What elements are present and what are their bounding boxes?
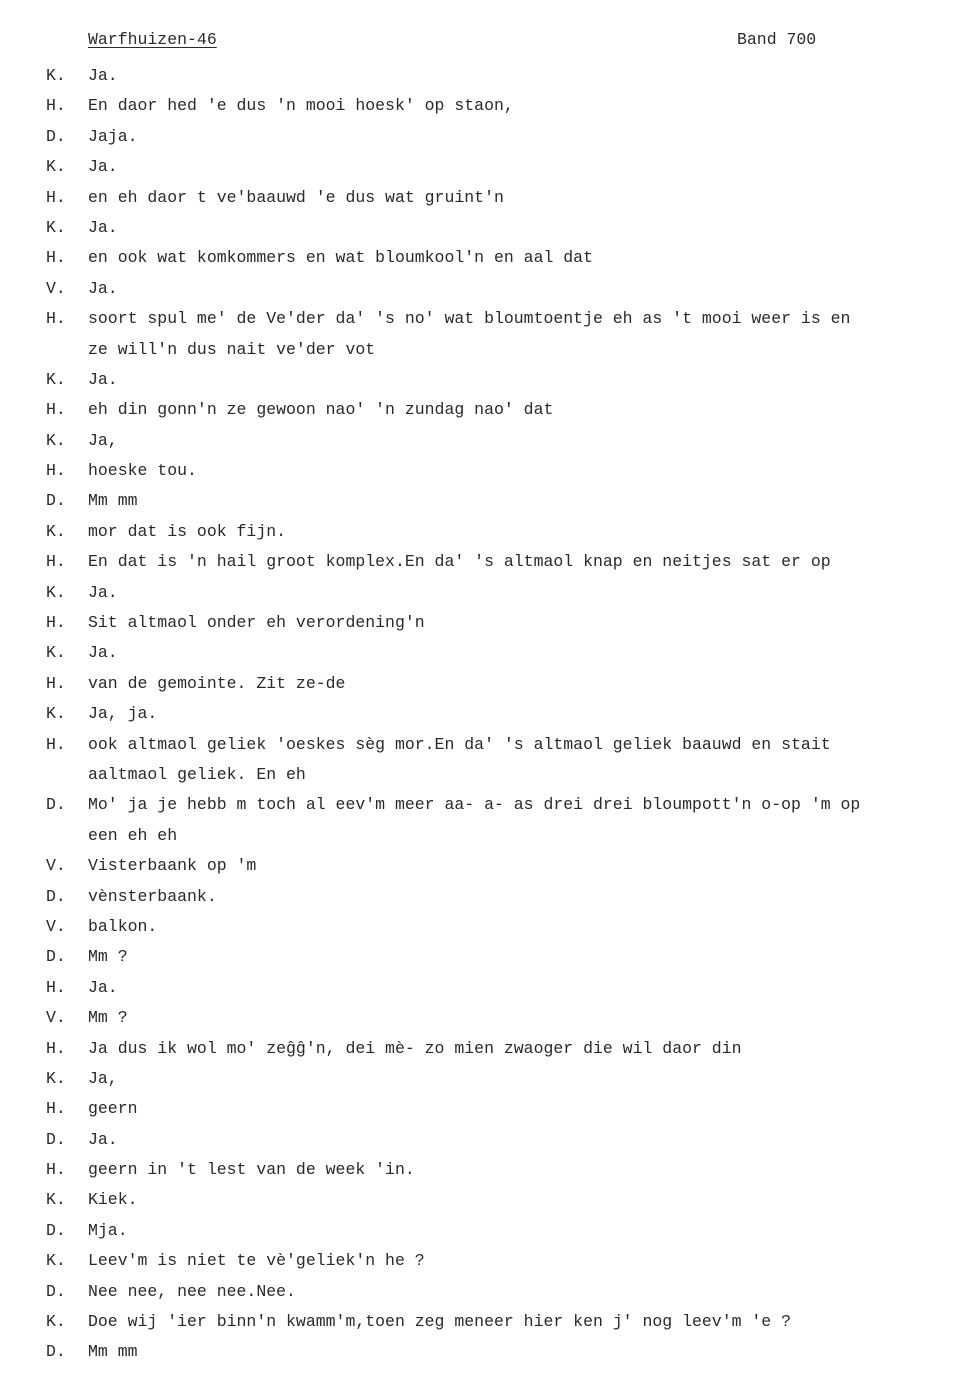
transcript-line [0,1064,973,1094]
transcript-line [0,790,973,820]
utterance-text: Mo' ja je hebb m toch al eev'm meer aa- a- as drei drei bloumpott'n o-op 'm op [88,795,861,815]
speaker-label: K. [46,704,66,724]
utterance-text: geern in 't lest van de week 'in. [88,1160,415,1180]
speaker-label: V. [46,278,66,298]
utterance-text: Mm mm [88,1342,138,1362]
transcript-line [0,1094,973,1124]
utterance-text: Ja, [88,430,118,450]
speaker-label: H. [46,1160,66,1180]
utterance-text: vènsterbaank. [88,886,217,906]
transcript-line [0,1155,973,1185]
transcript-line [0,821,973,851]
speaker-label: K. [46,582,66,602]
transcript-line [0,486,973,516]
transcript-line [0,669,973,699]
speaker-label: H. [46,96,66,116]
speaker-label: H. [46,1099,66,1119]
speaker-label: H. [46,1038,66,1058]
utterance-text: Ja. [88,278,118,298]
transcript-line [0,1185,973,1215]
utterance-text: En dat is 'n hail groot komplex.En da' 's altmaol knap en neitjes sat er op [88,552,831,572]
speaker-label: K. [46,369,66,389]
speaker-label: D. [46,886,66,906]
utterance-text: Ja, [88,1068,118,1088]
speaker-label: K. [46,1251,66,1271]
speaker-label [0,821,88,851]
utterance-text: En daor hed 'e dus 'n mooi hoesk' op staon, [88,96,514,116]
speaker-label: K. [46,1312,66,1332]
transcript-line [0,456,973,486]
utterance-text: mor dat is ook fijn. [88,521,287,541]
transcript-line [0,365,973,395]
transcript-line [0,1216,973,1246]
transcript-line [0,578,973,608]
transcript-line [0,851,973,881]
utterance-text: aaltmaol geliek. En eh [88,764,306,784]
transcript-line [0,547,973,577]
utterance-text: Ja dus ik wol mo' zeĝĝ'n, dei mè- zo mien zwaoger die wil daor din [88,1038,742,1058]
transcript-line [0,882,973,912]
speaker-label: D. [46,491,66,511]
utterance-text: Ja. [88,643,118,663]
transcript-line [0,395,973,425]
speaker-label: H. [46,552,66,572]
speaker-label: D. [46,126,66,146]
utterance-text: Mm ? [88,947,128,967]
speaker-label: K. [46,521,66,541]
utterance-text: Mm mm [88,491,138,511]
speaker-label: K. [46,1068,66,1088]
utterance-text: Ja, ja. [88,704,158,724]
speaker-label: D. [46,1342,66,1362]
speaker-label: H. [46,309,66,329]
utterance-text: Mm ? [88,1008,128,1028]
transcript-line [0,760,973,790]
speaker-label: H. [46,977,66,997]
utterance-text: Kiek. [88,1190,138,1210]
utterance-text: ook altmaol geliek 'oeskes sèg mor.En da' 's altmaol geliek baauwd en stait [88,734,831,754]
transcript-line [0,912,973,942]
transcript-line [0,122,973,152]
speaker-label: H. [46,461,66,481]
transcript-line [0,517,973,547]
speaker-label: V. [46,1008,66,1028]
transcript-line [0,183,973,213]
utterance-text: Ja. [88,66,118,85]
speaker-label: D. [46,947,66,967]
transcript-line [0,213,973,243]
transcript-lines [0,61,973,1368]
speaker-label: D. [46,1129,66,1149]
speaker-label: D. [46,1281,66,1301]
transcript-line [0,1125,973,1155]
utterance-text: Ja. [88,217,118,237]
transcript-line [0,1246,973,1276]
utterance-text: Nee nee, nee nee.Nee. [88,1281,296,1301]
speaker-label [0,335,88,365]
transcript-line [0,973,973,1003]
speaker-label: K. [46,66,66,85]
transcript-line [0,1034,973,1064]
speaker-label: H. [46,400,66,420]
band-number: Band 700 [737,30,817,49]
speaker-label: D. [46,1220,66,1240]
transcript-line [0,1003,973,1033]
transcript-line [0,942,973,972]
speaker-label: H. [46,187,66,207]
speaker-label: K. [46,643,66,663]
speaker-label: H. [46,734,66,754]
speaker-label: K. [46,1190,66,1210]
transcript-line [0,91,973,121]
utterance-text: Leev'm is niet te vè'geliek'n he ? [88,1251,425,1271]
utterance-text: Mja. [88,1220,128,1240]
speaker-label: H. [46,613,66,633]
utterance-text: Visterbaank op 'm [88,856,257,876]
utterance-text: Ja. [88,977,118,997]
utterance-text: soort spul me' de Ve'der da' 's no' wat bloumtoentje eh as 't mooi weer is en [88,309,851,329]
utterance-text: Ja. [88,157,118,177]
speaker-label: H. [46,673,66,693]
speaker-label: V. [46,856,66,876]
utterance-text: van de gemointe. Zit ze-de [88,673,346,693]
transcript-line [0,699,973,729]
transcript-line [0,608,973,638]
transcript-line [0,730,973,760]
utterance-text: Ja. [88,369,118,389]
utterance-text: Ja. [88,582,118,602]
transcript-line [0,1277,973,1307]
transcript-line [0,335,973,365]
transcript-line [0,1337,973,1367]
utterance-text: Ja. [88,1129,118,1149]
utterance-text: en ook wat komkommers en wat bloumkool'n en aal dat [88,248,593,268]
utterance-text: ze will'n dus nait ve'der vot [88,339,376,359]
speaker-label: K. [46,217,66,237]
transcript-line [0,61,973,91]
transcript-line [0,243,973,273]
transcript-line [0,274,973,304]
speaker-label: K. [46,157,66,177]
speaker-label: D. [46,795,66,815]
transcript-line [0,426,973,456]
utterance-text: een eh eh [88,825,178,845]
utterance-text: eh din gonn'n ze gewoon nao' 'n zundag nao' dat [88,400,554,420]
speaker-label: V. [46,916,66,936]
document-title: Warfhuizen-46 [88,30,217,49]
transcript-line [0,1307,973,1337]
speaker-label: K. [46,430,66,450]
utterance-text: geern [88,1099,138,1119]
transcript-line [0,304,973,334]
utterance-text: balkon. [88,916,158,936]
transcript-line [0,152,973,182]
speaker-label [0,760,88,790]
utterance-text: en eh daor t ve'baauwd 'e dus wat gruint'n [88,187,504,207]
utterance-text: Sit altmaol onder eh verordening'n [88,613,425,633]
utterance-text: Doe wij 'ier binn'n kwamm'm,toen zeg meneer hier ken j' nog leev'm 'e ? [88,1312,792,1332]
utterance-text: Jaja. [88,126,138,146]
speaker-label: H. [46,248,66,268]
utterance-text: hoeske tou. [88,461,197,481]
transcript-line [0,638,973,668]
